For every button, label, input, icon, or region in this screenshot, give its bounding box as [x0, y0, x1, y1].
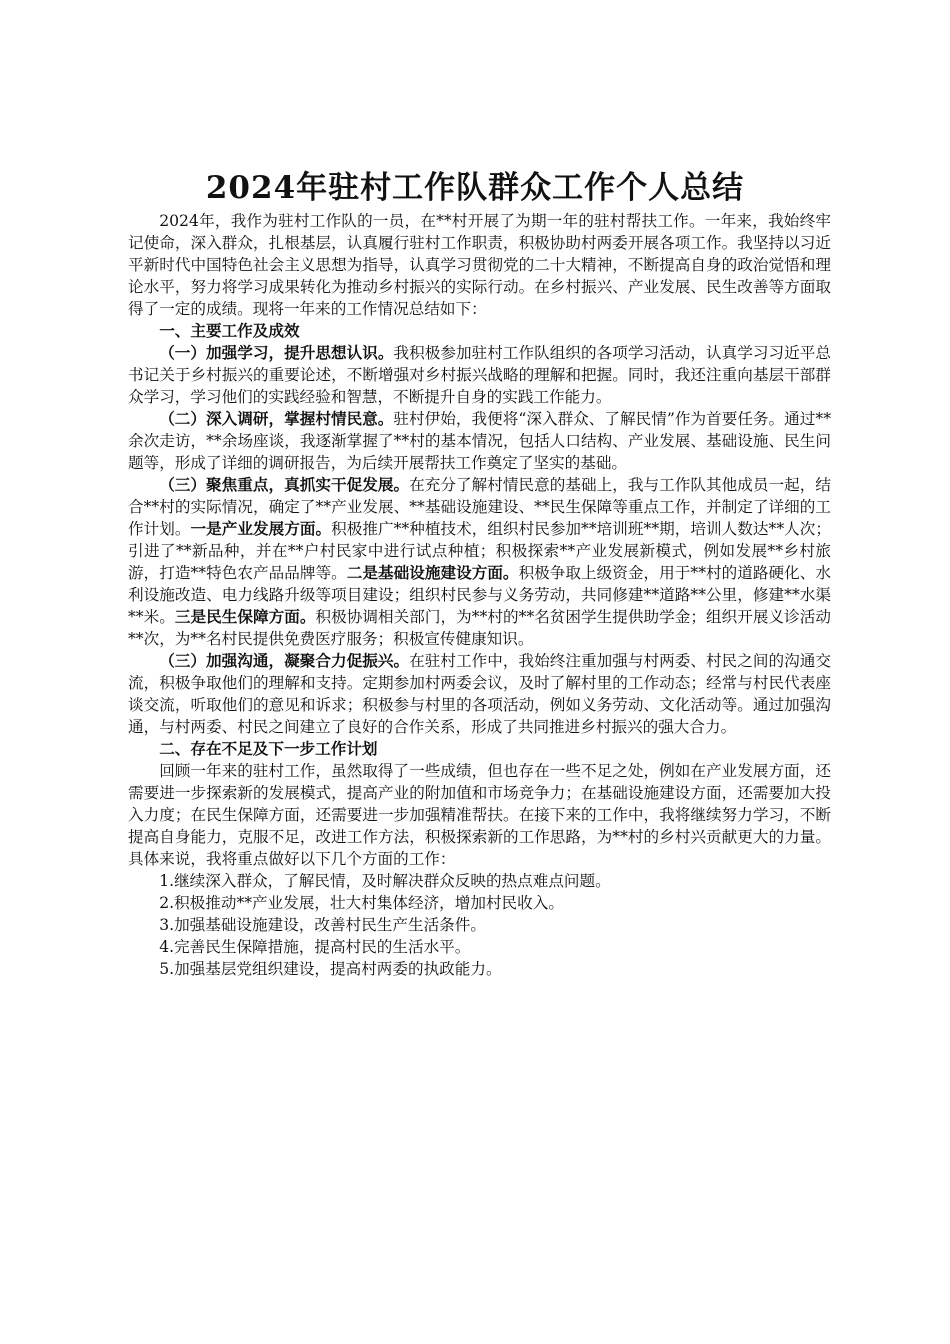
document-title: 2024年驻村工作队群众工作个人总结 [205, 170, 745, 206]
paragraph-communication [128, 650, 831, 738]
paragraph-lead: （三）聚焦重点，真抓实干促发展。 [159, 475, 410, 494]
paragraph-text: 我积极参加驻村工作队组织的各项学习活动，认真学习习近平总书记关于乡村振兴的重要论述，不断增强对乡村振兴战略的理解和把握。同时，我还注重向基层干部群众学习，学习他们的实践经验和智慧，不断提升自身的实践工作能力。 [128, 344, 831, 406]
paragraph-text: 积极推广**种植技术，组织村民参加**培训班**期，培训人数达**人次；引进了**新品种，并在**户村民家中进行试点种植；积极探索**产业发展新模式，例如发展**乡村旅游，打造**特色农产品品牌等。 [128, 520, 831, 582]
subpoint-infrastructure: 二是基础设施建设方面。 [346, 563, 519, 582]
paragraph-lead: （二）深入调研，掌握村情民意。 [159, 409, 394, 428]
section-heading-1: 一、主要工作及成效 [159, 321, 300, 340]
paragraph-text: 在充分了解村情民意的基础上，我与工作队其他成员一起，结合**村的实际情况，确定了**产业发展、**基础设施建设、**民生保障等重点工作，并制定了详细的工作计划。 [128, 476, 831, 538]
plan-list-item: 1.继续深入群众，了解民情，及时解决群众反映的热点难点问题。 [159, 872, 611, 890]
paragraph-research [128, 408, 831, 474]
paragraph-focus [128, 474, 831, 650]
document-body [128, 210, 831, 980]
paragraph-text: 驻村伊始，我便将“深入群众、了解民情”作为首要任务。通过**余次走访，**余场座谈，我逐渐掌握了**村的基本情况，包括人口结构、产业发展、基础设施、民生问题等，形成了详细的调研报告，为后续开展帮扶工作奠定了坚实的基础。 [128, 410, 831, 472]
section-heading-2: 二、存在不足及下一步工作计划 [159, 739, 378, 758]
paragraph-study [128, 342, 831, 408]
paragraph-text: 积极争取上级资金，用于**村的道路硬化、水利设施改造、电力线路升级等项目建设；组织村民参与义务劳动，共同修建**道路**公里，修建**水渠**米。 [128, 564, 831, 626]
paragraph-shortcomings: 回顾一年来的驻村工作，虽然取得了一些成绩，但也存在一些不足之处，例如在产业发展方面，还需要进一步探索新的发展模式，提高产业的附加值和市场竞争力；在基础设施建设方面，还需要加大投入力度；在民生保障方面，还需要进一步加强精准帮扶。在接下来的工作中，我将继续努力学习，不断提高自身能力，克服不足，改进工作方法，积极探索新的工作思路，为**村的乡村兴贡献更大的力量。具体来说，我将重点做好以下几个方面的工作： [128, 762, 831, 868]
plan-list-item: 2.积极推动**产业发展，壮大村集体经济，增加村民收入。 [159, 894, 564, 912]
plan-list-item: 3.加强基础设施建设，改善村民生产生活条件。 [159, 916, 486, 934]
plan-list-item: 5.加强基层党组织建设，提高村两委的执政能力。 [159, 960, 502, 978]
intro-paragraph: 2024年，我作为驻村工作队的一员，在**村开展了为期一年的驻村帮扶工作。一年来，我始终牢记使命，深入群众，扎根基层，认真履行驻村工作职责，积极协助村两委开展各项工作。我坚持以习近平新时代中国特色社会主义思想为指导，认真学习贯彻党的二十大精神，不断提高自身的政治觉悟和理论水平，努力将学习成果转化为推动乡村振兴的实际行动。在乡村振兴、产业发展、民生改善等方面取得了一定的成绩。现将一年来的工作情况总结如下： [128, 212, 831, 318]
subpoint-livelihood: 三是民生保障方面。 [174, 607, 316, 626]
paragraph-text: 积极协调相关部门，为**村的**名贫困学生提供助学金；组织开展义诊活动**次，为**名村民提供免费医疗服务；积极宣传健康知识。 [128, 608, 831, 648]
paragraph-lead: （三）加强沟通，凝聚合力促振兴。 [159, 651, 410, 670]
paragraph-lead: （一）加强学习，提升思想认识。 [159, 343, 394, 362]
plan-list-item: 4.完善民生保障措施，提高村民的生活水平。 [159, 938, 471, 956]
paragraph-text: 在驻村工作中，我始终注重加强与村两委、村民之间的沟通交流，积极争取他们的理解和支持。定期参加村两委会议，及时了解村里的工作动态；经常与村民代表座谈交流，听取他们的意见和诉求；积极参与村里的各项活动，例如义务劳动、文化活动等。通过加强沟通，与村两委、村民之间建立了良好的合作关系，形成了共同推进乡村振兴的强大合力。 [128, 652, 831, 736]
subpoint-industry: 一是产业发展方面。 [190, 519, 332, 538]
